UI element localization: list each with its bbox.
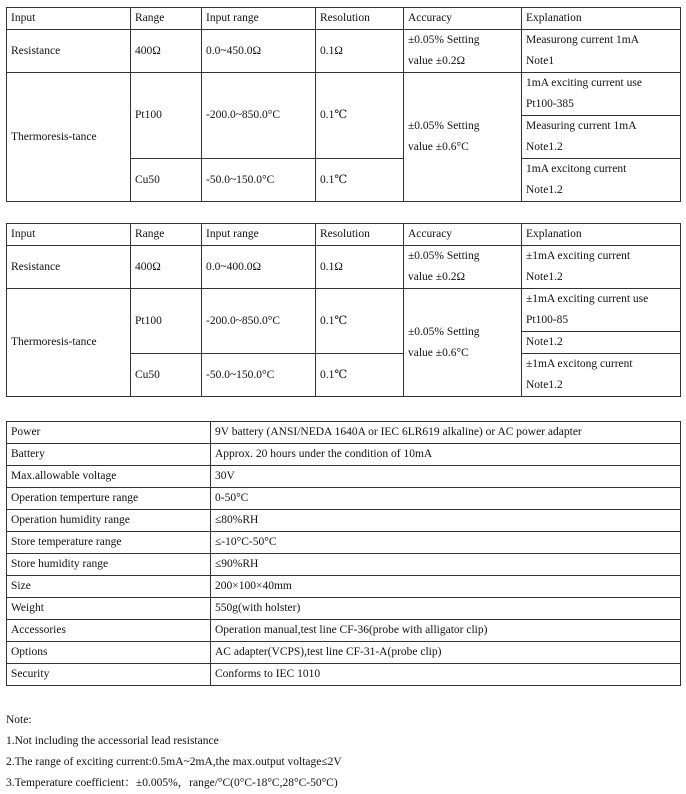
- note-line: 1.Not including the accessorial lead resistance: [6, 735, 219, 747]
- cell-accuracy: [404, 289, 522, 397]
- explanation-line: Measuring current 1mA: [526, 120, 637, 132]
- cell-input-range: -200.0~850.0°C: [202, 289, 316, 354]
- spec-label: Power: [7, 422, 211, 444]
- header-input: Input: [7, 224, 131, 246]
- explanation-line: Note1.2: [526, 184, 563, 196]
- explanation-line: Note1: [526, 55, 555, 67]
- spec-row: [7, 554, 681, 576]
- notes-title: Note:: [6, 714, 32, 726]
- spec-label: Store temperature range: [7, 532, 211, 554]
- header-accuracy: Accuracy: [404, 224, 522, 246]
- spec-row: [7, 422, 681, 444]
- cell-explanation: [522, 354, 681, 397]
- table-header-row: [7, 224, 681, 246]
- spec-value: 0-50°C: [211, 488, 681, 510]
- explanation-line: Note1.2: [526, 271, 563, 283]
- spec-label: Operation humidity range: [7, 510, 211, 532]
- cell-explanation: [522, 116, 681, 159]
- explanation-line: ±1mA exciting current: [526, 250, 631, 262]
- header-range: Range: [131, 224, 202, 246]
- accuracy-line: value ±0.6°C: [408, 141, 469, 153]
- cell-input-range: 0.0~400.0Ω: [202, 246, 316, 289]
- cell-input-range: 0.0~450.0Ω: [202, 30, 316, 73]
- accuracy-line: value ±0.6°C: [408, 346, 469, 359]
- note-line: 2.The range of exciting current:0.5mA~2mA,the max.output voltage≤2V: [6, 756, 342, 768]
- table-row: [7, 73, 681, 116]
- table-row: [7, 246, 681, 289]
- spec-label: Max.allowable voltage: [7, 466, 211, 488]
- cell-accuracy: [404, 30, 522, 73]
- spec-row: [7, 664, 681, 686]
- accuracy-line: ±0.05% Setting: [408, 120, 480, 132]
- cell-explanation: Note1.2: [522, 332, 681, 354]
- spec-value: ≤-10°C-50°C: [211, 532, 681, 554]
- spec-label: Accessories: [7, 620, 211, 642]
- spec-value: ≤90%RH: [211, 554, 681, 576]
- spec-label: Weight: [7, 598, 211, 620]
- explanation-line: ±1mA exciting current use: [526, 293, 649, 305]
- cell-explanation: [522, 30, 681, 73]
- cell-accuracy: [404, 73, 522, 202]
- header-resolution: Resolution: [316, 224, 404, 246]
- cell-range: Pt100: [131, 73, 202, 159]
- spec-row: [7, 444, 681, 466]
- cell-explanation: [522, 289, 681, 332]
- header-explanation: Explanation: [522, 8, 681, 30]
- cell-resolution: 0.1Ω: [316, 30, 404, 73]
- cell-resolution: 0.1℃: [316, 289, 404, 354]
- spec-row: [7, 510, 681, 532]
- spec-row: [7, 576, 681, 598]
- cell-input-range: -200.0~850.0°C: [202, 73, 316, 159]
- spec-label: Security: [7, 664, 211, 686]
- spec-value: 30V: [211, 466, 681, 488]
- spec-label: Options: [7, 642, 211, 664]
- explanation-line: Note1.2: [526, 141, 563, 153]
- cell-accuracy: [404, 246, 522, 289]
- spec-label: Store humidity range: [7, 554, 211, 576]
- cell-resolution: 0.1℃: [316, 159, 404, 202]
- spec-label: Operation temperture range: [7, 488, 211, 510]
- general-specs-table: [6, 421, 681, 686]
- cell-input: Resistance: [7, 246, 131, 289]
- cell-range: Pt100: [131, 289, 202, 354]
- explanation-line: Pt100-85: [526, 314, 569, 326]
- header-accuracy: Accuracy: [404, 8, 522, 30]
- explanation-line: 1mA excitong current: [526, 163, 627, 175]
- spec-value: Conforms to IEC 1010: [211, 664, 681, 686]
- accuracy-line: value ±0.2Ω: [408, 271, 466, 283]
- cell-input: Thermoresis-tance: [7, 289, 131, 397]
- spec-value: AC adapter(VCPS),test line CF-31-A(probe clip): [211, 642, 681, 664]
- cell-explanation: [522, 159, 681, 202]
- table-header-row: [7, 8, 681, 30]
- explanation-line: Pt100-385: [526, 98, 574, 110]
- header-explanation: Explanation: [522, 224, 681, 246]
- accuracy-line: ±0.05% Setting: [408, 250, 480, 262]
- cell-resolution: 0.1℃: [316, 354, 404, 397]
- cell-range: 400Ω: [131, 30, 202, 73]
- cell-explanation: [522, 246, 681, 289]
- header-input: Input: [7, 8, 131, 30]
- accuracy-line: ±0.05% Setting: [408, 34, 480, 46]
- spec-value: 9V battery (ANSI/NEDA 1640A or IEC 6LR619 alkaline) or AC power adapter: [211, 422, 681, 444]
- spec-row: [7, 598, 681, 620]
- explanation-line: Note1.2: [526, 379, 563, 391]
- spec-table-1: [6, 7, 681, 202]
- cell-resolution: 0.1Ω: [316, 246, 404, 289]
- cell-input-range: -50.0~150.0°C: [202, 354, 316, 397]
- spec-row: [7, 642, 681, 664]
- notes-section: [6, 710, 342, 794]
- spec-label: Size: [7, 576, 211, 598]
- explanation-line: 1mA exciting current use: [526, 77, 642, 89]
- spec-value: 200×100×40mm: [211, 576, 681, 598]
- note-line: 3.Temperature coefficient：±0.005%，range/°C(0°C-18°C,28°C-50°C): [6, 777, 338, 789]
- cell-input: Resistance: [7, 30, 131, 73]
- explanation-line: Measurong current 1mA: [526, 34, 640, 46]
- spec-table-2: [6, 223, 681, 397]
- cell-explanation: [522, 73, 681, 116]
- spec-label: Battery: [7, 444, 211, 466]
- cell-input: Thermoresis-tance: [7, 73, 131, 202]
- spec-row: [7, 532, 681, 554]
- header-input-range: Input range: [202, 224, 316, 246]
- cell-resolution: 0.1℃: [316, 73, 404, 159]
- spec-row: [7, 488, 681, 510]
- header-resolution: Resolution: [316, 8, 404, 30]
- spec-row: [7, 620, 681, 642]
- cell-input-range: -50.0~150.0°C: [202, 159, 316, 202]
- header-input-range: Input range: [202, 8, 316, 30]
- explanation-line: ±1mA excitong current: [526, 358, 633, 370]
- cell-range: Cu50: [131, 354, 202, 397]
- header-range: Range: [131, 8, 202, 30]
- spec-value: 550g(with holster): [211, 598, 681, 620]
- table-row: [7, 30, 681, 73]
- spec-value: Approx. 20 hours under the condition of 10mA: [211, 444, 681, 466]
- spec-row: [7, 466, 681, 488]
- table-row: [7, 289, 681, 332]
- spec-value: ≤80%RH: [211, 510, 681, 532]
- accuracy-line: ±0.05% Setting: [408, 325, 480, 338]
- cell-range: Cu50: [131, 159, 202, 202]
- accuracy-line: value ±0.2Ω: [408, 55, 466, 67]
- cell-range: 400Ω: [131, 246, 202, 289]
- spec-value: Operation manual,test line CF-36(probe with alligator clip): [211, 620, 681, 642]
